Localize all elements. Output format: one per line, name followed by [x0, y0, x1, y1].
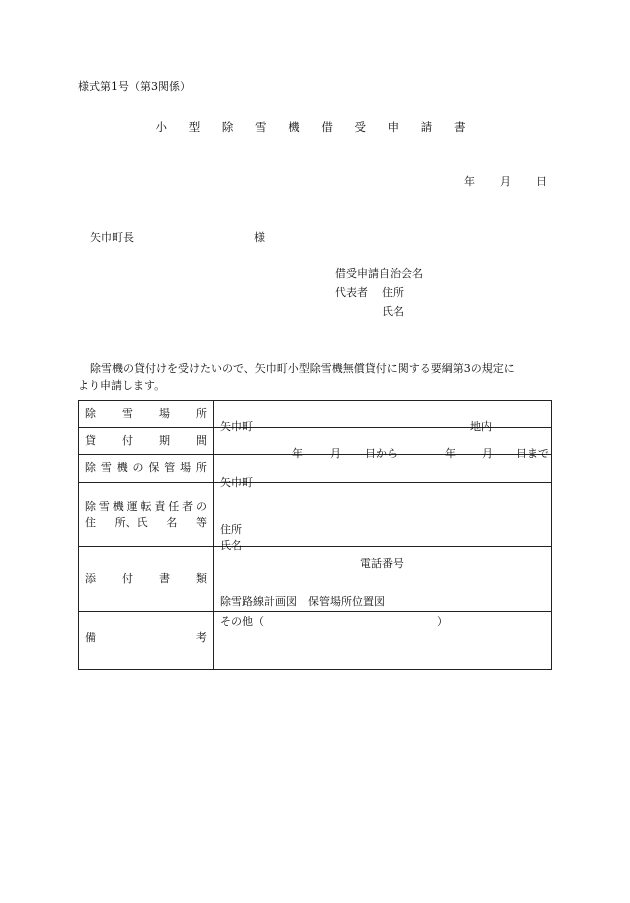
addressee-name: 矢巾町長	[90, 231, 134, 244]
label-char: の	[196, 499, 207, 513]
label-char: の	[132, 461, 144, 475]
label-char: 除	[85, 406, 96, 420]
location-town: 矢巾町	[220, 420, 253, 433]
representative-label: 代表者	[335, 286, 368, 299]
label-char: 責	[154, 499, 166, 513]
label-char: 機	[112, 499, 124, 513]
label-char: 類	[196, 571, 207, 585]
date-day: 日	[536, 175, 547, 188]
label-char: 場	[159, 406, 170, 420]
label-char: 転	[140, 499, 152, 513]
row-attachments	[79, 547, 552, 612]
label-char: 雪	[100, 461, 112, 475]
label-char: 付	[122, 433, 133, 447]
period-end-month: 月	[482, 447, 493, 460]
label-location	[79, 401, 214, 428]
period-start-month: 月	[330, 447, 341, 460]
label-char: 住	[85, 515, 96, 529]
label-char: 者	[182, 499, 194, 513]
operator-phone-label: 電話番号	[360, 556, 404, 570]
label-char: 期	[159, 433, 170, 447]
label-char: 貸	[85, 433, 96, 447]
label-char: 考	[196, 631, 207, 644]
attachment-other-open: その他（	[220, 615, 264, 628]
date-year: 年	[464, 175, 475, 188]
association-label: 借受申請自治会名	[335, 267, 423, 280]
label-char: 除	[85, 461, 96, 475]
label-storage	[79, 455, 214, 483]
application-table	[78, 400, 552, 670]
period-start-day: 日から	[365, 447, 398, 460]
label-char: 所、氏	[114, 515, 148, 529]
label-char: 任	[168, 499, 180, 513]
row-remarks	[79, 612, 552, 670]
attachment-other-close: ）	[437, 615, 448, 628]
form-number: 様式第1号（第3関係）	[78, 80, 191, 93]
label-char: 所	[196, 406, 207, 420]
label-char: 等	[195, 515, 207, 529]
label-char: 添	[85, 571, 96, 585]
addressee-honorific: 様	[254, 231, 265, 244]
period-start-year: 年	[292, 447, 303, 460]
label-char: 所	[195, 461, 207, 475]
value-location[interactable]	[214, 401, 552, 433]
label-period	[79, 428, 214, 455]
label-char: 場	[180, 461, 192, 475]
value-remarks[interactable]	[214, 612, 552, 670]
period-end-day: 日まで	[516, 447, 549, 460]
operator-address-label: 住所	[220, 522, 242, 536]
label-char: 保	[148, 461, 160, 475]
period-end-year: 年	[445, 447, 456, 460]
row-storage	[79, 455, 552, 483]
location-suffix: 地内	[470, 420, 492, 433]
label-char: 雪	[122, 406, 133, 420]
attachment-docs: 除雪路線計画図 保管場所位置図	[220, 595, 385, 608]
label-char: 備	[85, 631, 96, 644]
body-text-line-2: より申請します。	[78, 379, 166, 392]
label-remarks	[79, 612, 214, 670]
label-char: 除	[85, 499, 96, 513]
applicant-address-label: 住所	[382, 286, 404, 299]
date-month: 月	[500, 175, 511, 188]
label-char: 雪	[98, 499, 110, 513]
label-char: 書	[159, 571, 170, 585]
label-char: 付	[122, 571, 133, 585]
value-operator[interactable]	[214, 483, 552, 570]
value-period[interactable]	[214, 428, 552, 460]
label-attachments	[79, 547, 214, 612]
label-operator	[79, 483, 214, 547]
label-char: 機	[116, 461, 128, 475]
page-title: 小 型 除 雪 機 借 受 申 請 書	[155, 120, 475, 134]
operator-name-label: 氏名	[220, 538, 242, 552]
label-char: 間	[196, 433, 207, 447]
label-char: 管	[164, 461, 176, 475]
body-text-line-1: 除雪機の貸付けを受けたいので、矢巾町小型除雪機無償貸付に関する要綱第3の規定に	[90, 362, 515, 375]
storage-town: 矢巾町	[220, 475, 253, 489]
row-location	[79, 401, 552, 428]
label-char: 運	[126, 499, 138, 513]
label-char: 名	[166, 515, 178, 529]
applicant-name-label: 氏名	[382, 305, 404, 318]
row-operator	[79, 483, 552, 547]
